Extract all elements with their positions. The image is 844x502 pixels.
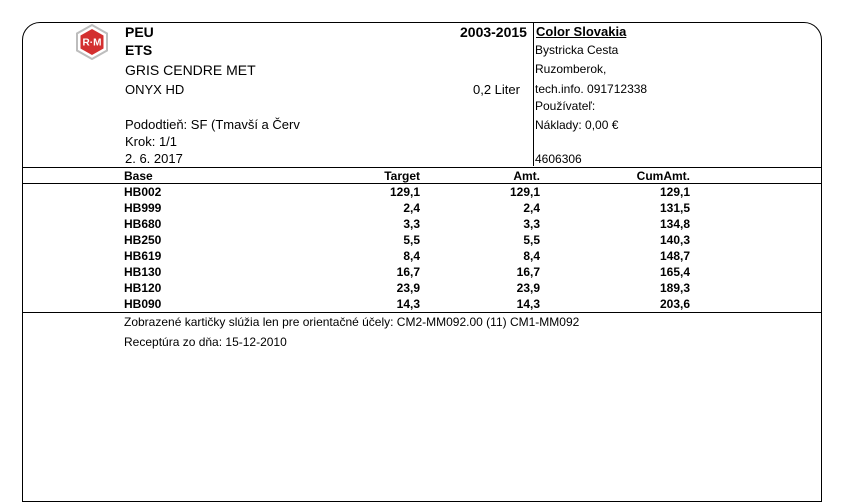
company-phone: tech.info. 091712338 xyxy=(535,82,648,96)
volume: 0,2 Liter xyxy=(473,82,520,97)
cell-base: HB250 xyxy=(124,233,162,247)
header-cumamt: CumAmt. xyxy=(636,169,690,183)
cell-target: 129,1 xyxy=(389,185,420,199)
company-user: Používateľ: xyxy=(535,99,596,113)
cell-amt: 5,5 xyxy=(523,233,540,247)
table-row xyxy=(0,217,844,233)
variant: ONYX HD xyxy=(125,82,185,97)
cell-base: HB120 xyxy=(124,281,162,295)
color-name: GRIS CENDRE MET xyxy=(125,62,256,78)
company-code: 4606306 xyxy=(535,152,582,166)
table-row xyxy=(0,265,844,281)
company-city: Ruzomberok, xyxy=(535,62,607,76)
cell-target: 2,4 xyxy=(403,201,420,215)
table-row xyxy=(0,233,844,249)
header-divider xyxy=(533,22,534,166)
table-header xyxy=(0,169,844,185)
cell-amt: 2,4 xyxy=(523,201,540,215)
company-street: Bystricka Cesta xyxy=(535,43,619,57)
cell-amt: 14,3 xyxy=(516,297,540,311)
cell-base: HB090 xyxy=(124,297,162,311)
cell-cumamt: 129,1 xyxy=(659,185,690,199)
subshade: Pododtieň: SF (Tmavší a Červ xyxy=(125,117,300,132)
table-row xyxy=(0,185,844,201)
cell-amt: 129,1 xyxy=(509,185,540,199)
cell-base: HB999 xyxy=(124,201,162,215)
cell-amt: 8,4 xyxy=(523,249,540,263)
cell-target: 3,3 xyxy=(403,217,420,231)
cell-amt: 23,9 xyxy=(516,281,540,295)
header-target: Target xyxy=(384,169,420,183)
date: 2. 6. 2017 xyxy=(125,151,183,166)
cell-target: 5,5 xyxy=(403,233,420,247)
cell-base: HB619 xyxy=(124,249,162,263)
step: Krok: 1/1 xyxy=(125,134,178,149)
cell-cumamt: 131,5 xyxy=(659,201,690,215)
table-row xyxy=(0,249,844,265)
cell-cumamt: 165,4 xyxy=(659,265,690,279)
cell-amt: 16,7 xyxy=(516,265,540,279)
model-code: ETS xyxy=(125,42,153,58)
cell-cumamt: 203,6 xyxy=(659,297,690,311)
cell-cumamt: 140,3 xyxy=(659,233,690,247)
table-row xyxy=(0,201,844,217)
disclaimer-note: Zobrazené kartičky slúžia len pre orientačné účely: CM2-MM092.00 (11) CM1-MM092 xyxy=(124,315,580,329)
cell-target: 8,4 xyxy=(403,249,420,263)
cell-target: 16,7 xyxy=(396,265,420,279)
years: 2003-2015 xyxy=(460,24,527,40)
cell-base: HB002 xyxy=(124,185,162,199)
table-row xyxy=(0,297,844,313)
cell-target: 14,3 xyxy=(396,297,420,311)
company-cost: Náklady: 0,00 € xyxy=(535,118,619,132)
header-amt: Amt. xyxy=(513,169,540,183)
cell-cumamt: 148,7 xyxy=(659,249,690,263)
cell-base: HB130 xyxy=(124,265,162,279)
rm-logo xyxy=(75,24,109,60)
cell-cumamt: 134,8 xyxy=(659,217,690,231)
cell-cumamt: 189,3 xyxy=(659,281,690,295)
cell-amt: 3,3 xyxy=(523,217,540,231)
company-name: Color Slovakia xyxy=(536,24,627,39)
make-code: PEU xyxy=(125,24,154,40)
recipe-date: Receptúra zo dňa: 15-12-2010 xyxy=(124,335,287,349)
table-top-rule xyxy=(22,167,822,168)
header-base: Base xyxy=(124,169,153,183)
cell-base: HB680 xyxy=(124,217,162,231)
cell-target: 23,9 xyxy=(396,281,420,295)
table-row xyxy=(0,281,844,297)
logo-text: R·M xyxy=(82,37,102,49)
